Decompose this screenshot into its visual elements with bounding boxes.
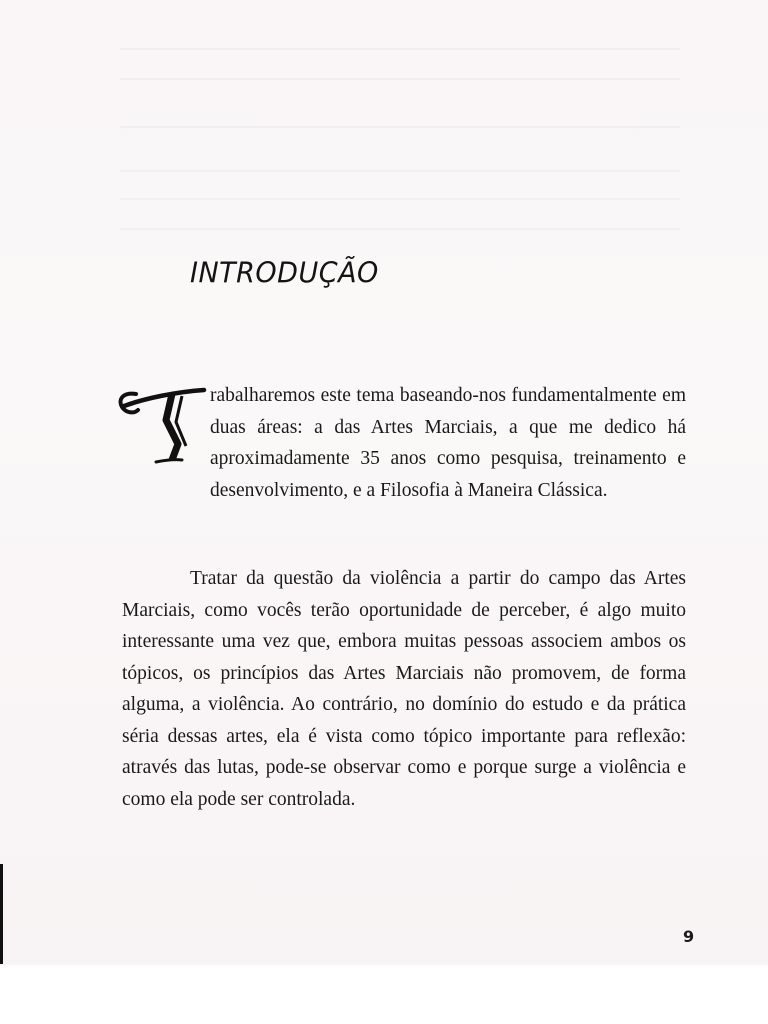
- scan-edge: [0, 864, 3, 964]
- bleed-through-line: [120, 48, 680, 50]
- paragraph-text: rabalharemos este tema baseando-nos fundamentalmente em duas áreas: a das Artes Marciais, a que me dedico há aproximadamente 35 anos como pesquisa, treinamento e desenvolvimento, e a Filosofia à Maneira Clássica.: [210, 385, 686, 501]
- dropcap: [122, 380, 210, 475]
- first-paragraph: [122, 380, 686, 506]
- bleed-through-line: [120, 126, 680, 128]
- second-paragraph: Tratar da questão da violência a partir do campo das Artes Marciais, como vocês terão oportunidade de perceber, é algo muito interessante uma vez que, embora muitas pessoas associem ambos os tópicos, os princípios das Artes Marciais não promovem, de forma alguma, a violência. Ao contrário, no domínio do estudo e da prática séria dessas artes, ela é vista como tópico importante para reflexão: através das lutas, pode-se observar como e porque surge a violência e como ela pode ser controlada.: [122, 568, 686, 810]
- bleed-through-line: [120, 170, 680, 172]
- bleed-through-line: [120, 198, 680, 200]
- chapter-title: INTRODUÇÃO: [190, 257, 379, 290]
- page-number: 9: [683, 927, 695, 946]
- bleed-through-line: [120, 228, 680, 230]
- bleed-through-line: [120, 78, 680, 80]
- scan-margin: [0, 965, 768, 1024]
